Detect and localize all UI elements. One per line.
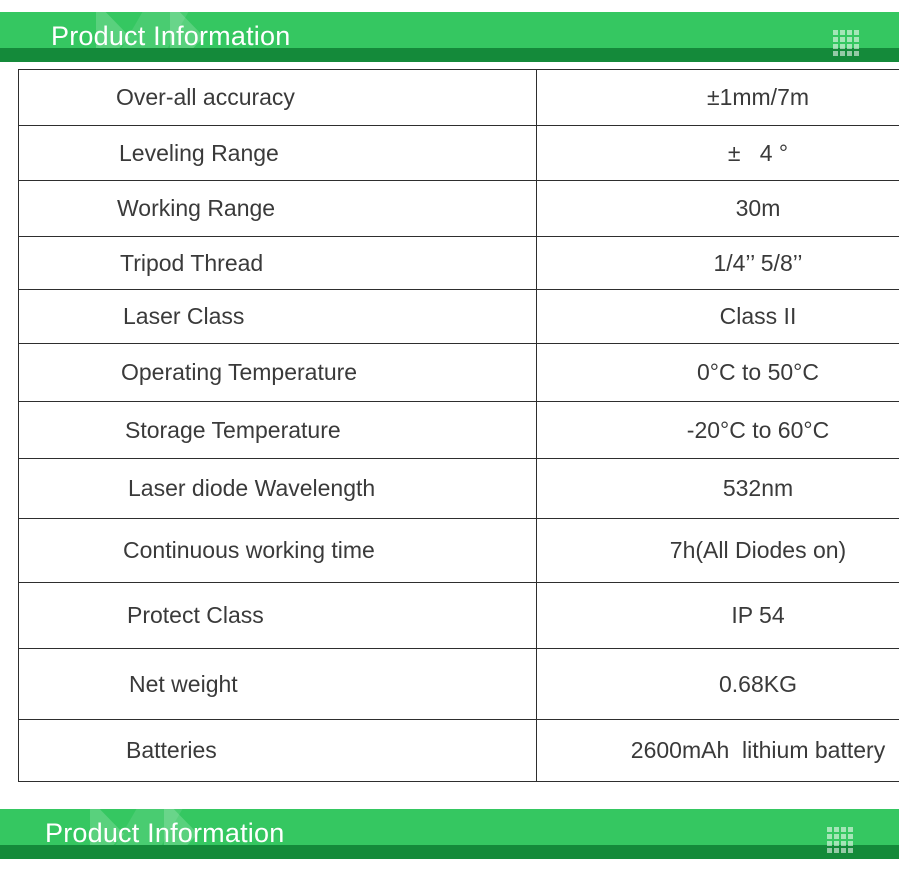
- banner-title: Product Information: [51, 21, 291, 51]
- spec-label: Tripod Thread: [19, 237, 537, 290]
- spec-label: Continuous working time: [19, 519, 537, 583]
- spec-label: Operating Temperature: [19, 344, 537, 402]
- table-row: [19, 720, 899, 782]
- banner-title: Product Information: [45, 818, 285, 848]
- spec-label: Laser diode Wavelength: [19, 459, 537, 519]
- spec-value: 7h(All Diodes on): [537, 519, 899, 583]
- spec-label: Storage Temperature: [19, 402, 537, 459]
- table-row: [19, 402, 899, 459]
- spec-value: IP 54: [537, 583, 899, 649]
- spec-value: 0°C to 50°C: [537, 344, 899, 402]
- table-row: [19, 237, 899, 290]
- spec-label: Over-all accuracy: [19, 70, 537, 126]
- table-row: [19, 344, 899, 402]
- table-row: [19, 519, 899, 583]
- spec-label: Leveling Range: [19, 126, 537, 181]
- table-row: [19, 649, 899, 720]
- spec-value: 532nm: [537, 459, 899, 519]
- table-row: [19, 583, 899, 649]
- spec-label: Protect Class: [19, 583, 537, 649]
- grid-icon: [833, 30, 859, 56]
- spec-label: Working Range: [19, 181, 537, 237]
- spec-value: ±1mm/7m: [537, 70, 899, 126]
- spec-value: 30m: [537, 181, 899, 237]
- top-banner: [0, 12, 899, 62]
- spec-value: -20°C to 60°C: [537, 402, 899, 459]
- table-row: [19, 70, 899, 126]
- table-row: [19, 181, 899, 237]
- table-row: [19, 459, 899, 519]
- table-row: [19, 126, 899, 181]
- spec-label: Net weight: [19, 649, 537, 720]
- spec-table: [18, 69, 899, 782]
- spec-value: 1/4’’ 5/8’’: [537, 237, 899, 290]
- bottom-banner: [0, 809, 899, 859]
- spec-value: Class II: [537, 290, 899, 344]
- table-row: [19, 290, 899, 344]
- spec-value: ± 4 °: [537, 126, 899, 181]
- spec-value: 2600mAh lithium battery: [537, 720, 899, 782]
- grid-icon: [827, 827, 853, 853]
- spec-label: Laser Class: [19, 290, 537, 344]
- spec-label: Batteries: [19, 720, 537, 782]
- spec-value: 0.68KG: [537, 649, 899, 720]
